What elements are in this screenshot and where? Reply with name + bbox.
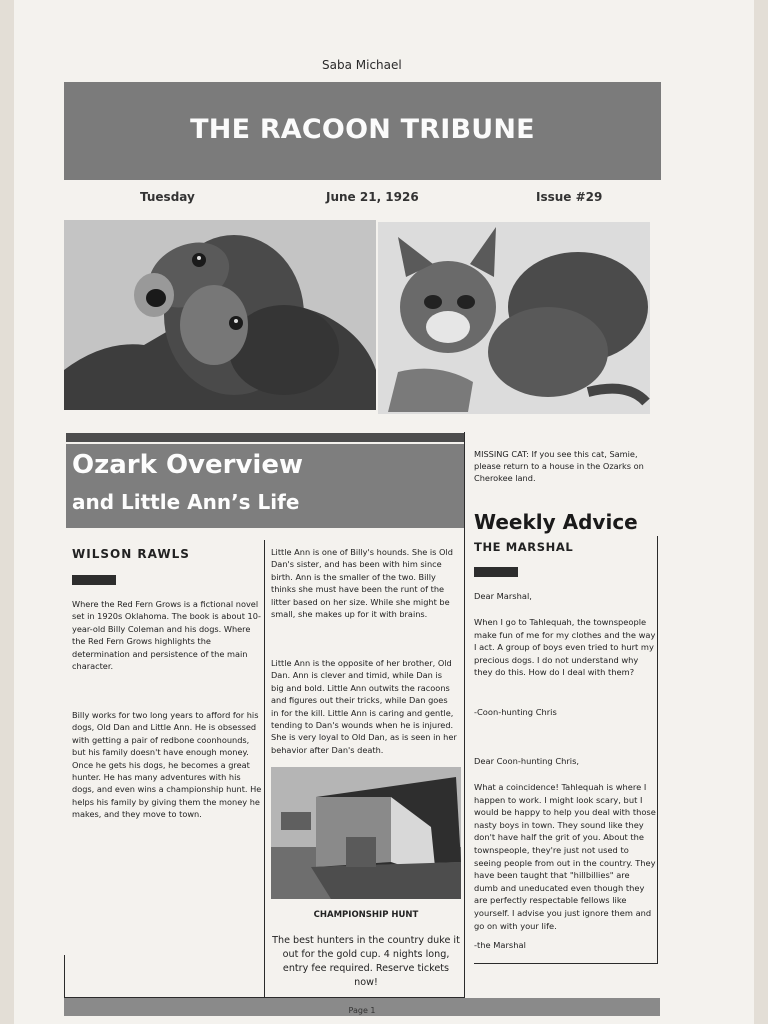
reply-signature: -the Marshal xyxy=(474,940,526,950)
advice-box-bottom xyxy=(474,963,658,964)
ad-body: The best hunters in the country duke it out for the gold cup. 4 nights long, entry fee required. Reserve tickets now! xyxy=(272,935,460,988)
issue-day: Tuesday xyxy=(140,190,195,204)
dog-photo xyxy=(64,220,376,410)
author-name: Saba Michael xyxy=(322,58,402,72)
reply-body: What a coincidence! Tahlequah is where I happen to work. I might look scary, but I would be happy to help you deal with those nasty boys in town. They sound like they don't have half the grit of you. About the townspeople, they're just not used to seeing people from out in the country. They have been taught that "hillbillies" are dumb and uneducated even though they are perfectly respectable fellows like yourself. I advise you just ignore them and go on with your life. xyxy=(474,782,656,931)
ad-title: CHAMPIONSHIP HUNT xyxy=(313,910,419,920)
advice-box-border xyxy=(657,536,658,964)
masthead-title: THE RACOON TRIBUNE xyxy=(190,114,535,145)
reply-greeting: Dear Coon-hunting Chris, xyxy=(474,756,580,766)
advice-column-title: Weekly Advice xyxy=(474,510,638,534)
column-border xyxy=(64,955,65,997)
tent-illustration xyxy=(271,767,461,899)
headline-top-rule xyxy=(66,433,464,442)
feature-headline: Ozark Overview xyxy=(72,450,303,480)
cat-illustration xyxy=(378,222,650,414)
feature-paragraph: Billy works for two long years to afford for his dogs, Old Dan and Little Ann. He is obsessed with getting a pair of redbone coonhounds, but his family doesn't have enough money. Once he gets his dogs, he becomes a great hunter. He has many adventures with his dogs, and even wins a championship hunt. He helps his family by giving them the money he makes, and they move to town. xyxy=(72,710,262,820)
column-divider xyxy=(264,540,265,997)
feature-subheadline: and Little Ann’s Life xyxy=(72,490,300,514)
letter-greeting: Dear Marshal, xyxy=(474,591,532,601)
feature-paragraph: Where the Red Fern Grows is a fictional novel set in 1920s Oklahoma. The book is about 10-year-old Billy Coleman and his dogs. Where the Red Fern Grows highlights the determination and persistence of the main character. xyxy=(72,599,261,672)
feature-paragraph: Little Ann is the opposite of her brother, Old Dan. Ann is clever and timid, while Dan is big and bold. Little Ann outwits the racoons and figures out their tricks, while Dan goes in for the kill. Little Ann is caring and gentle, tending to Dan's wounds when he is injured. She is very loyal to Old Dan, as is seen in her behavior after Dan's death. xyxy=(271,658,457,755)
page-number: Page 1 xyxy=(348,1006,376,1015)
issue-date: June 21, 1926 xyxy=(326,190,419,204)
letter-signature: -Coon-hunting Chris xyxy=(474,707,557,717)
issue-number: Issue #29 xyxy=(536,190,603,204)
cat-photo xyxy=(378,222,650,414)
hunt-camp-photo xyxy=(271,767,461,899)
redaction-bar xyxy=(474,567,518,577)
dog-illustration xyxy=(64,220,376,410)
redaction-bar xyxy=(72,575,116,585)
feature-byline: WILSON RAWLS xyxy=(72,547,190,561)
letter-body: When I go to Tahlequah, the townspeople make fun of me for my clothes and the way I act. A group of boys even tried to hurt my precious dogs. I do not understand why they do this. How do I deal with them? xyxy=(474,617,656,678)
advice-byline: THE MARSHAL xyxy=(474,540,574,554)
column-divider xyxy=(464,432,465,997)
missing-cat-notice: MISSING CAT: If you see this cat, Samie, please return to a house in the Ozarks on Cherokee land. xyxy=(474,449,644,484)
feature-paragraph: Little Ann is one of Billy's hounds. She is Old Dan's sister, and has been with him since birth. Ann is the smaller of the two. Billy thinks she must have been the runt of the litter based on her size. While she might be small, she makes up for it with brains. xyxy=(271,547,453,620)
